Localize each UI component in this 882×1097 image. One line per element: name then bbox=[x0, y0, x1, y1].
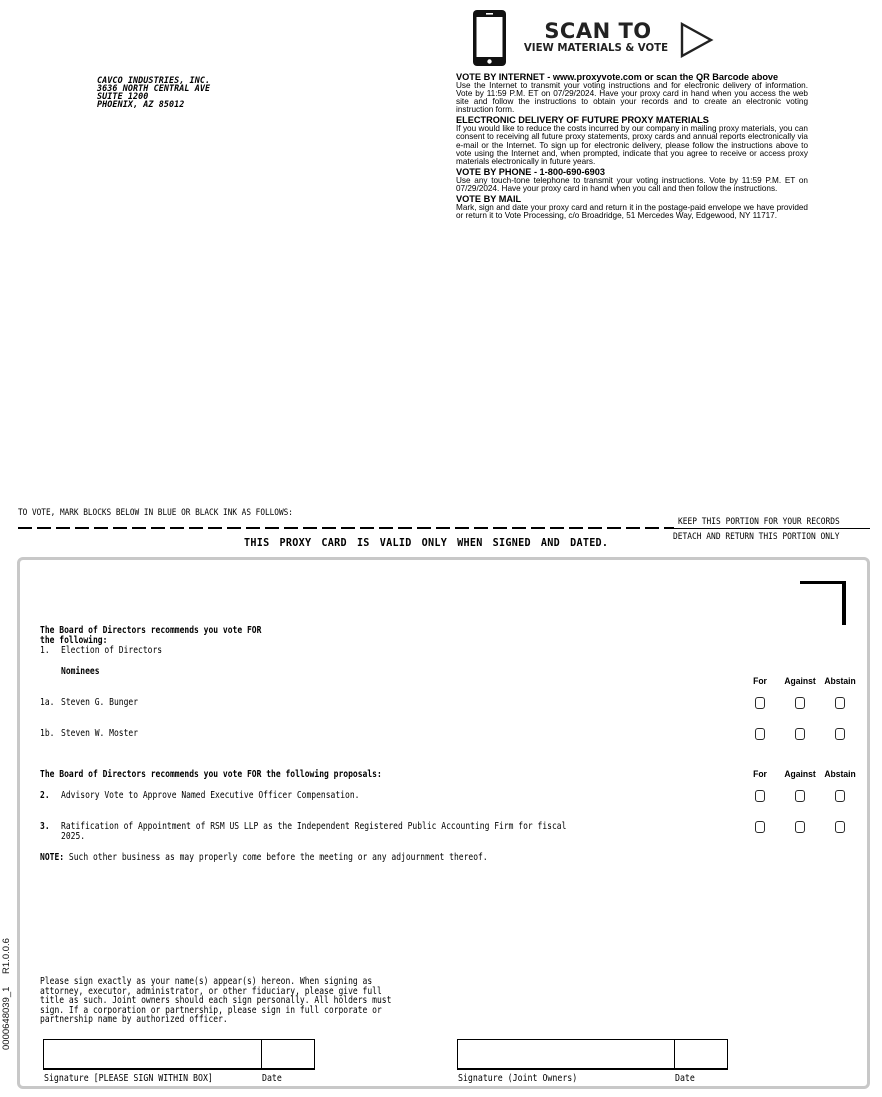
signature-label: Signature [PLEASE SIGN WITHIN BOX] bbox=[44, 1073, 213, 1084]
address-line: PHOENIX, AZ 85012 bbox=[97, 99, 185, 109]
joint-signature-label: Signature (Joint Owners) bbox=[458, 1073, 578, 1084]
signing-line: partnership name by authorized officer. bbox=[40, 1014, 228, 1026]
signature-box-joint bbox=[457, 1039, 728, 1070]
section1-recommendation-cont: the following: bbox=[40, 635, 108, 646]
joint-date-label: Date bbox=[675, 1073, 695, 1084]
instruction-phone bbox=[456, 167, 808, 193]
instruction-body: Mark, sign and date your proxy card and return it in the postage-paid envelope we have provided or return it to Vote Processing, c/o Broadridge, 51 Mercedes Way, Edgewood, NY 11717. bbox=[456, 203, 808, 221]
address-line: SUITE 1200 bbox=[97, 91, 149, 101]
column-abstain: Abstain bbox=[824, 769, 856, 780]
note-label: NOTE: bbox=[40, 852, 65, 863]
item-number: 1. bbox=[40, 645, 50, 656]
registration-corner-mark bbox=[800, 581, 846, 625]
column-against: Against bbox=[784, 769, 816, 780]
proposal-2-for-checkbox[interactable] bbox=[755, 790, 765, 802]
keep-portion-label: KEEP THIS PORTION FOR YOUR RECORDS bbox=[678, 516, 840, 527]
to-vote-instructions: TO VOTE, MARK BLOCKS BELOW IN BLUE OR BLACK INK AS FOLLOWS: bbox=[18, 508, 293, 518]
joint-date-field[interactable] bbox=[675, 1040, 727, 1068]
note bbox=[40, 853, 488, 863]
signing-instructions bbox=[40, 977, 449, 1025]
column-against: Against bbox=[784, 676, 816, 687]
section1-recommendation: The Board of Directors recommends you vote FOR bbox=[40, 625, 262, 636]
proposal-number: 3. bbox=[40, 821, 50, 832]
mailing-address bbox=[97, 76, 210, 108]
proposal-text-cont: 2025. bbox=[61, 831, 86, 842]
nominee-name: Steven G. Bunger bbox=[61, 697, 139, 708]
item-label: Election of Directors bbox=[61, 645, 163, 656]
signing-line: attorney, executor, administrator, or other fiduciary, please give full bbox=[40, 985, 382, 997]
card-id: 0000648039_1 R1.0.0.6 bbox=[1, 938, 12, 1050]
signing-line: sign. If a corporation or partnership, please sign in full corporate or bbox=[40, 1004, 382, 1016]
nominee-1a-for-checkbox[interactable] bbox=[755, 697, 765, 709]
column-abstain: Abstain bbox=[824, 676, 856, 687]
instruction-body: If you would like to reduce the costs incurred by our company in mailing proxy materials, you can consent to receiving all future proxy statements, proxy cards and annual reports electronically via e-mail or the Internet. To sign up for electronic delivery, please follow the instructions above to vote using the Internet and, when prompted, indicate that you agree to receive or access proxy materials electronically in future years. bbox=[456, 124, 808, 166]
signing-line: Please sign exactly as your name(s) appear(s) hereon. When signing as bbox=[40, 976, 373, 987]
address-line: CAVCO INDUSTRIES, INC. bbox=[97, 75, 211, 85]
proposal-3-against-checkbox[interactable] bbox=[795, 821, 805, 833]
column-for: For bbox=[753, 676, 767, 687]
nominees-label: Nominees bbox=[61, 666, 100, 677]
nominee-number: 1b. bbox=[40, 728, 55, 739]
instruction-heading: ELECTRONIC DELIVERY OF FUTURE PROXY MATERIALS bbox=[456, 115, 709, 126]
instruction-body: Use the Internet to transmit your voting instructions and for electronic delivery of information. Vote by 11:59 P.M. ET on 07/29/2024. Have your proxy card in hand when you access the web site and follow the instructions to obtain your records and to create an electronic voting instruction form. bbox=[456, 81, 808, 115]
column-for: For bbox=[753, 769, 767, 780]
signature-field[interactable] bbox=[44, 1040, 262, 1068]
signature-box-owner bbox=[43, 1039, 315, 1070]
date-field[interactable] bbox=[262, 1040, 314, 1068]
nominee-number: 1a. bbox=[40, 697, 55, 708]
proposal-text: Advisory Vote to Approve Named Executive Officer Compensation. bbox=[61, 790, 360, 801]
signing-line: title as such. Joint owners should each sign personally. All holders must bbox=[40, 995, 392, 1007]
proposal-3-for-checkbox[interactable] bbox=[755, 821, 765, 833]
play-arrow-icon bbox=[680, 22, 714, 58]
proposal-number: 2. bbox=[40, 790, 50, 801]
instruction-heading: VOTE BY PHONE - 1-800-690-6903 bbox=[456, 166, 605, 177]
nominee-1a-abstain-checkbox[interactable] bbox=[835, 697, 845, 709]
proposal-3-abstain-checkbox[interactable] bbox=[835, 821, 845, 833]
detach-portion-label: DETACH AND RETURN THIS PORTION ONLY bbox=[673, 531, 840, 542]
nominee-1b-against-checkbox[interactable] bbox=[795, 728, 805, 740]
scan-subtitle: VIEW MATERIALS & VOTE bbox=[523, 43, 669, 54]
scan-title: SCAN TO bbox=[544, 19, 652, 43]
nominee-name: Steven W. Moster bbox=[61, 728, 139, 739]
proposal-2-abstain-checkbox[interactable] bbox=[835, 790, 845, 802]
smartphone-icon bbox=[473, 10, 506, 66]
proposal-2-against-checkbox[interactable] bbox=[795, 790, 805, 802]
instruction-internet bbox=[456, 72, 808, 114]
valid-notice: THIS PROXY CARD IS VALID ONLY WHEN SIGNED AND DATED. bbox=[244, 536, 609, 549]
instruction-body: Use any touch-tone telephone to transmit your voting instructions. Vote by 11:59 P.M. ET on 07/29/2024. Have your proxy card in hand when you call and then follow the instructions. bbox=[456, 175, 808, 193]
nominee-1a-against-checkbox[interactable] bbox=[795, 697, 805, 709]
instruction-electronic-delivery bbox=[456, 115, 808, 165]
nominee-1b-abstain-checkbox[interactable] bbox=[835, 728, 845, 740]
section2-recommendation: The Board of Directors recommends you vote FOR the following proposals: bbox=[40, 769, 382, 780]
instruction-mail bbox=[456, 194, 808, 220]
proposal-text: Ratification of Appointment of RSM US LLP as the Independent Registered Public Accounting Firm for fiscal bbox=[61, 821, 567, 832]
keep-divider bbox=[674, 528, 870, 529]
nominee-1b-for-checkbox[interactable] bbox=[755, 728, 765, 740]
address-line: 3636 NORTH CENTRAL AVE bbox=[97, 83, 211, 93]
perforation-line bbox=[18, 527, 674, 529]
voting-instructions bbox=[456, 71, 808, 220]
instruction-heading: VOTE BY INTERNET - www.proxyvote.com or scan the QR Barcode above bbox=[456, 72, 779, 82]
date-label: Date bbox=[262, 1073, 282, 1084]
note-text: Such other business as may properly come before the meeting or any adjournment thereof. bbox=[68, 852, 488, 863]
instruction-heading: VOTE BY MAIL bbox=[456, 194, 522, 205]
joint-signature-field[interactable] bbox=[458, 1040, 675, 1068]
